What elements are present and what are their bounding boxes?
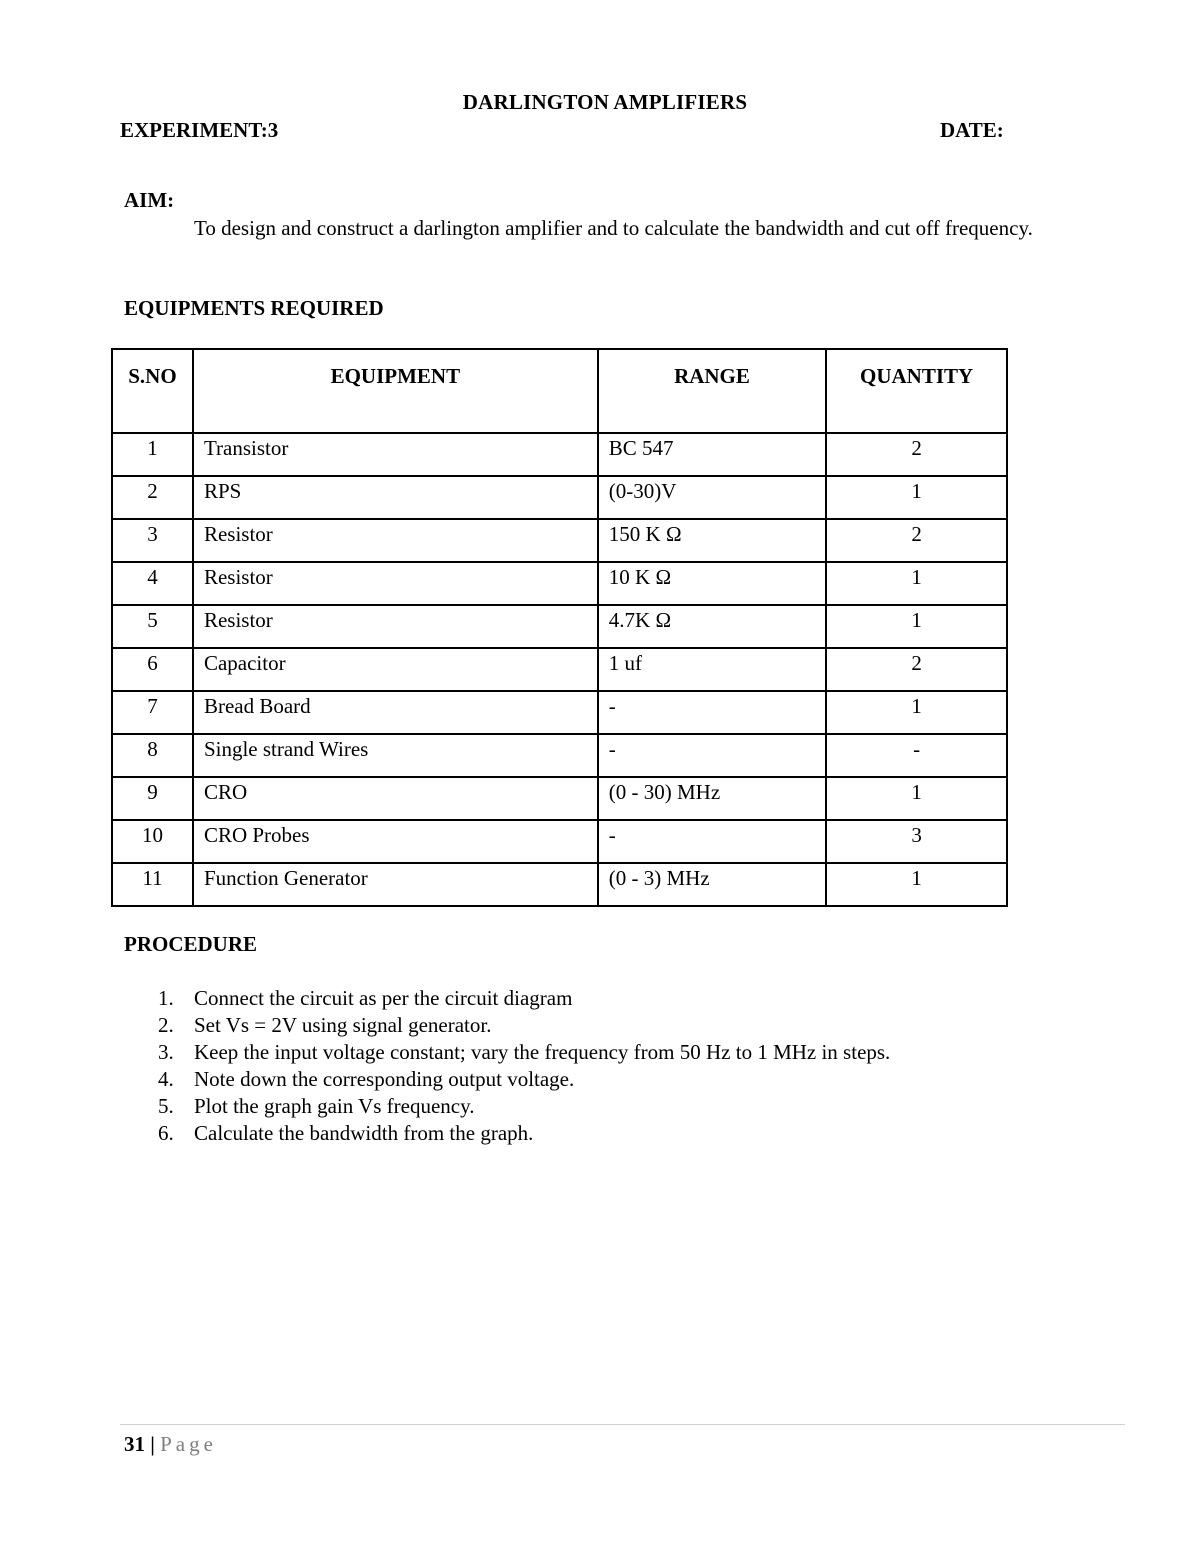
cell-quantity: 2 <box>826 433 1007 476</box>
cell-quantity: 1 <box>826 863 1007 906</box>
table-row <box>112 863 1007 906</box>
table-row <box>112 648 1007 691</box>
cell-equipment: Capacitor <box>193 648 598 691</box>
experiment-number: EXPERIMENT:3 <box>120 118 279 142</box>
cell-range: (0-30)V <box>598 476 826 519</box>
cell-sno: 2 <box>112 476 193 519</box>
cell-sno: 7 <box>112 691 193 734</box>
table-row <box>112 777 1007 820</box>
cell-sno: 4 <box>112 562 193 605</box>
cell-range: (0 - 30) MHz <box>598 777 826 820</box>
step-number: 5. <box>158 1094 174 1118</box>
list-item <box>150 1066 890 1093</box>
cell-equipment: Resistor <box>193 519 598 562</box>
step-text: Connect the circuit as per the circuit diagram <box>194 986 573 1010</box>
list-item <box>150 1039 890 1066</box>
step-number: 4. <box>158 1067 174 1091</box>
table-row <box>112 433 1007 476</box>
cell-range: 4.7K Ω <box>598 605 826 648</box>
cell-range: BC 547 <box>598 433 826 476</box>
table-row <box>112 519 1007 562</box>
cell-quantity: 1 <box>826 562 1007 605</box>
date-label: DATE: <box>940 118 1004 142</box>
cell-sno: 6 <box>112 648 193 691</box>
cell-range: 150 K Ω <box>598 519 826 562</box>
list-item <box>150 1120 890 1147</box>
step-number: 6. <box>158 1121 174 1145</box>
table-row <box>112 691 1007 734</box>
procedure-steps <box>150 985 890 1147</box>
step-text: Note down the corresponding output voltage. <box>194 1067 575 1091</box>
list-item <box>150 1012 890 1039</box>
page-number: 31 <box>124 1432 145 1456</box>
aim-text: To design and construct a darlington amplifier and to calculate the bandwidth and cut off frequency. <box>194 216 1033 240</box>
cell-range: - <box>598 691 826 734</box>
cell-quantity: 1 <box>826 777 1007 820</box>
step-number: 3. <box>158 1040 174 1064</box>
cell-equipment: RPS <box>193 476 598 519</box>
cell-sno: 11 <box>112 863 193 906</box>
cell-range: 1 uf <box>598 648 826 691</box>
footer-divider <box>120 1424 1125 1425</box>
step-number: 1. <box>158 986 174 1010</box>
cell-quantity: 1 <box>826 476 1007 519</box>
cell-quantity: 3 <box>826 820 1007 863</box>
cell-quantity: 2 <box>826 648 1007 691</box>
cell-sno: 8 <box>112 734 193 777</box>
column-header-range: RANGE <box>598 349 826 433</box>
equipment-heading: EQUIPMENTS REQUIRED <box>124 296 384 320</box>
step-text: Set Vs = 2V using signal generator. <box>194 1013 492 1037</box>
table-header-row <box>112 349 1007 433</box>
cell-sno: 3 <box>112 519 193 562</box>
table-row <box>112 562 1007 605</box>
aim-heading: AIM: <box>124 188 175 212</box>
cell-equipment: Resistor <box>193 605 598 648</box>
footer-separator: | <box>150 1432 155 1456</box>
cell-equipment: Function Generator <box>193 863 598 906</box>
cell-sno: 9 <box>112 777 193 820</box>
table-row <box>112 820 1007 863</box>
step-text: Calculate the bandwidth from the graph. <box>194 1121 534 1145</box>
column-header-equipment: EQUIPMENT <box>193 349 598 433</box>
cell-range: - <box>598 734 826 777</box>
cell-quantity: - <box>826 734 1007 777</box>
equipment-table <box>111 348 1008 907</box>
page-footer <box>124 1432 217 1457</box>
table-row <box>112 605 1007 648</box>
page-label: Page <box>160 1432 217 1456</box>
procedure-heading: PROCEDURE <box>124 932 258 956</box>
table-row <box>112 734 1007 777</box>
table-row <box>112 476 1007 519</box>
cell-quantity: 1 <box>826 605 1007 648</box>
cell-quantity: 2 <box>826 519 1007 562</box>
list-item <box>150 1093 890 1120</box>
column-header-sno: S.NO <box>112 349 193 433</box>
equipment-table-body <box>112 433 1007 906</box>
column-header-quantity: QUANTITY <box>826 349 1007 433</box>
cell-equipment: CRO <box>193 777 598 820</box>
cell-range: (0 - 3) MHz <box>598 863 826 906</box>
cell-range: 10 K Ω <box>598 562 826 605</box>
step-number: 2. <box>158 1013 174 1037</box>
cell-sno: 5 <box>112 605 193 648</box>
cell-equipment: Single strand Wires <box>193 734 598 777</box>
step-text: Plot the graph gain Vs frequency. <box>194 1094 475 1118</box>
cell-equipment: Transistor <box>193 433 598 476</box>
cell-equipment: CRO Probes <box>193 820 598 863</box>
cell-sno: 1 <box>112 433 193 476</box>
cell-range: - <box>598 820 826 863</box>
document-title: DARLINGTON AMPLIFIERS <box>462 90 748 114</box>
cell-sno: 10 <box>112 820 193 863</box>
cell-equipment: Bread Board <box>193 691 598 734</box>
cell-quantity: 1 <box>826 691 1007 734</box>
list-item <box>150 985 890 1012</box>
cell-equipment: Resistor <box>193 562 598 605</box>
step-text: Keep the input voltage constant; vary the frequency from 50 Hz to 1 MHz in steps. <box>194 1040 891 1064</box>
